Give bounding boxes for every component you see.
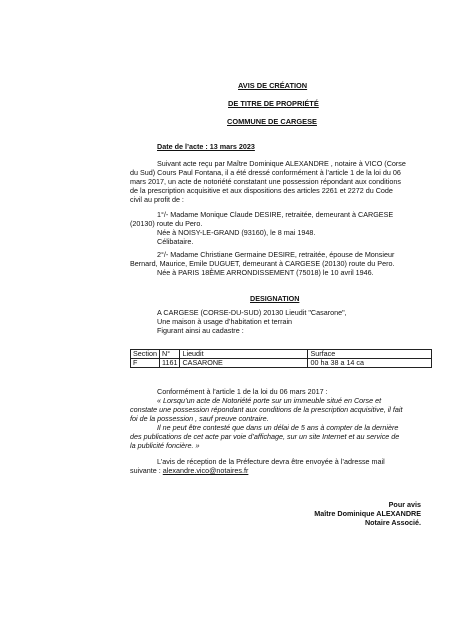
signature-title: Notaire Associé. <box>364 518 421 527</box>
citation-line: Il ne peut être contesté que dans un délai de 5 ans à compter de la dernière <box>157 423 399 432</box>
citation-line: la publicité foncière. » <box>130 441 200 450</box>
col-header-numero: N° <box>160 350 180 359</box>
avis-reception-line <box>130 466 248 475</box>
intro-line: de la prescription acquisitive et aux dispositions des articles 2261 et 2272 du Code <box>130 186 393 195</box>
col-header-section: Section <box>131 350 160 359</box>
beneficiaire1-line: Née à NOISY-LE-GRAND (93160), le 8 mai 1948. <box>157 228 316 237</box>
citation-line: des publications de cet acte par voie d’affichage, sur un site Internet et au service de <box>130 432 400 441</box>
citation-line: constate une possession répondant aux conditions de la prescription acquisitive, il fait <box>130 405 403 414</box>
intro-line: Suivant acte reçu par Maître Dominique ALEXANDRE , notaire à VICO (Corse <box>157 159 406 168</box>
beneficiaire1-line: 1°/- Madame Monique Claude DESIRE, retraitée, demeurant à CARGESE <box>157 210 394 219</box>
intro-line: mars 2017, un acte de notoriété constatant une possession répondant aux conditions <box>130 177 401 186</box>
intro-line: civil au profit de : <box>130 195 184 204</box>
email-link[interactable]: alexandre.vico@notaires.fr <box>162 466 249 475</box>
col-header-surface: Surface <box>308 350 432 359</box>
cadastre-table <box>130 349 432 368</box>
cell-numero: 1161 <box>160 359 180 368</box>
designation-line: A CARGESE (CORSE-DU-SUD) 20130 Lieudit "Casarone", <box>157 308 347 317</box>
title-commune: COMMUNE DE CARGESE <box>227 117 317 126</box>
date-acte: Date de l’acte : 13 mars 2023 <box>157 142 255 151</box>
designation-line: Figurant ainsi au cadastre : <box>157 326 244 335</box>
citation-line: foi de la possession , sauf preuve contraire. <box>130 414 269 423</box>
conformement-line: Conformément à l’article 1 de la loi du 06 mars 2017 : <box>157 387 328 396</box>
beneficiaire1-line: (20130) route du Pero. <box>130 219 203 228</box>
col-header-lieudit: Lieudit <box>180 350 308 359</box>
cell-section: F <box>131 359 160 368</box>
beneficiaire1-line: Célibataire. <box>157 237 194 246</box>
cell-surface: 00 ha 38 a 14 ca <box>308 359 432 368</box>
title-avis-creation: AVIS DE CRÉATION <box>238 81 308 90</box>
beneficiaire2-line: 2°/- Madame Christiane Germaine DESIRE, retraitée, épouse de Monsieur <box>157 250 395 259</box>
designation-title: DESIGNATION <box>250 294 300 303</box>
signature-name: Maître Dominique ALEXANDRE <box>314 509 421 518</box>
table-row <box>131 359 432 368</box>
intro-line: du Sud) Cours Paul Fontana, il a été dressé conformément à l’article 1 de la loi du 06 <box>130 168 401 177</box>
signature-pour-avis: Pour avis <box>388 500 421 509</box>
beneficiaire2-line: Bernard, Maurice, Emile DUGUET, demeurant à CARGESE (20130) route du Pero. <box>130 259 395 268</box>
title-titre-propriete: DE TITRE DE PROPRIÉTÉ <box>228 99 319 108</box>
avis-reception-line: L’avis de réception de la Préfecture devra être envoyée à l’adresse mail <box>157 457 385 466</box>
designation-line: Une maison à usage d’habitation et terrain <box>157 317 293 326</box>
cell-lieudit: CASARONE <box>180 359 308 368</box>
beneficiaire2-line: Née à PARIS 18ÈME ARRONDISSEMENT (75018) le 10 avril 1946. <box>157 268 374 277</box>
citation-line: « Lorsqu’un acte de Notoriété porte sur un immeuble situé en Corse et <box>157 396 382 405</box>
avis-reception-prefix: suivante : <box>130 466 163 475</box>
